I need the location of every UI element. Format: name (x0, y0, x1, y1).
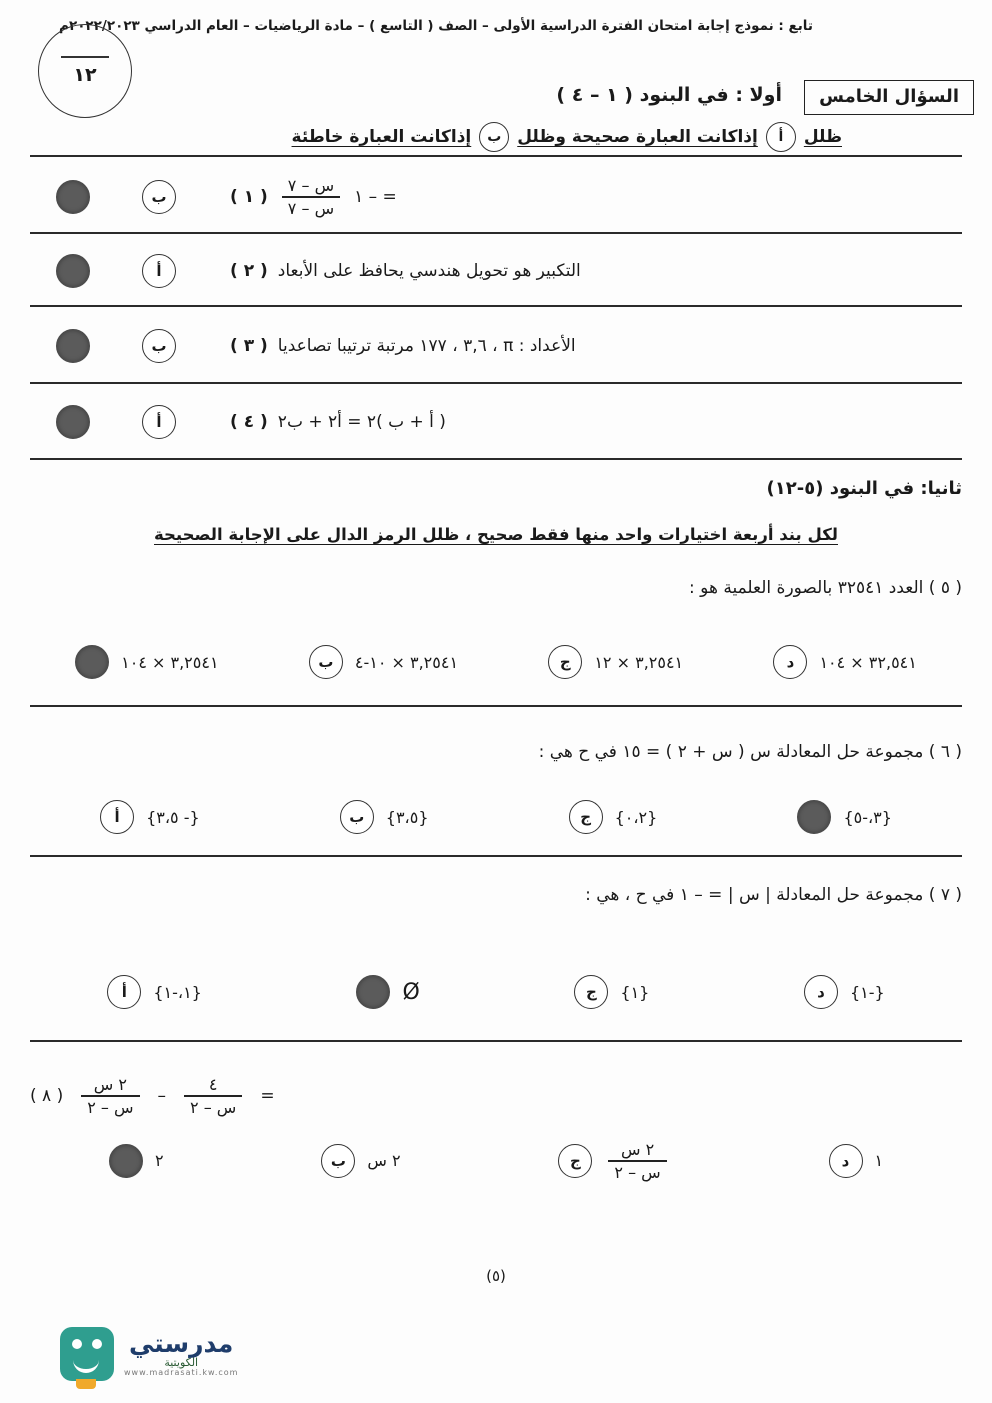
divider (30, 1040, 962, 1042)
mcq-option-7-a[interactable] (107, 975, 202, 1009)
mcq-text-6: مجموعة حل المعادلة س ( س + ٢ ) = ١٥ في ح هي : (538, 742, 924, 762)
fraction-1 (282, 176, 340, 218)
page-header-title: تابع : نموذج إجابة امتحان الفترة الدراسية الأولى – الصف ( التاسع ) – مادة الرياضيات – العام الدراسي ٢٠٢٢/٢٠٢٣م (59, 18, 813, 34)
section-two-instruction: لكل بند أربعة اختيارات واحد منها فقط صحيح ، ظلل الرمز الدال على الإجابة الصحيحة (154, 525, 838, 544)
mcq-stem-5 (30, 578, 962, 598)
mcq-bubble-5-a[interactable] (75, 645, 109, 679)
mcq-number-8: ( ٨ ) (30, 1085, 64, 1106)
divider (30, 232, 962, 234)
instruction-mid: إذاكانت العبارة صحيحة وظلل (517, 127, 758, 147)
mcq-option-text-7-c: {١} (620, 982, 650, 1002)
section-one-heading: أولا : في البنود ( ١ – ٤ ) (556, 84, 782, 106)
section-one-instruction (292, 122, 842, 152)
fraction-denominator: س – ٢ (87, 1097, 134, 1117)
mcq-bubble-8-b[interactable]: ب (321, 1144, 355, 1178)
fraction-8-right (184, 1075, 242, 1117)
tf-statement-2: التكبير هو تحويل هندسي يحافظ على الأبعاد (277, 261, 581, 281)
mcq-option-text-7-a: {١،-١} (153, 982, 202, 1002)
fraction-denominator: س – ٧ (287, 198, 335, 218)
logo-foot-shape (76, 1379, 96, 1389)
divider (30, 305, 962, 307)
tf-number-2: ( ٢ ) (230, 261, 268, 281)
mcq-number-7: ( ٧ ) (928, 885, 962, 905)
mcq-option-7-d[interactable] (804, 975, 885, 1009)
mcq-option-6-d[interactable] (797, 800, 892, 834)
fraction-numerator: ٤ (208, 1075, 218, 1094)
divider (30, 705, 962, 707)
fraction-denominator: س – ٢ (614, 1162, 661, 1182)
question-title-box: السؤال الخامس (804, 80, 974, 115)
page-number: (٥) (486, 1267, 506, 1285)
tf-other-bubble-2[interactable]: أ (142, 254, 176, 288)
mcq-option-text-8-d: ١ (874, 1151, 884, 1171)
mcq-bubble-6-b[interactable]: ب (340, 800, 374, 834)
mcq-text-7: مجموعة حل المعادلة | س | = – ١ في ح ، هي : (585, 885, 924, 905)
tf-text-3 (216, 336, 962, 356)
mcq-bubble-5-c[interactable]: ج (548, 645, 582, 679)
logo-url: www.madrasati.kw.com (124, 1368, 239, 1378)
tf-text-2 (216, 261, 962, 281)
tf-number-1: ( ١ ) (230, 187, 268, 207)
mcq-option-8-a[interactable] (109, 1144, 164, 1178)
divider (30, 382, 962, 384)
tf-statement-3: الأعداد : π ، ٣,٦ ، ١٧٧ مرتبة ترتيبا تصاعديا (277, 336, 576, 356)
mcq-option-5-a[interactable] (75, 645, 218, 679)
mcq-option-7-b[interactable] (356, 975, 419, 1009)
mcq-bubble-7-c[interactable]: ج (574, 975, 608, 1009)
fraction-denominator: س – ٢ (190, 1097, 237, 1117)
score-circle (38, 24, 132, 118)
mcq-options-8 (30, 1140, 962, 1182)
mcq-option-text-8-a: ٢ (154, 1151, 164, 1171)
tf-other-bubble-4[interactable]: أ (142, 405, 176, 439)
mcq-bubble-5-b[interactable]: ب (309, 645, 343, 679)
tf-item-3 (30, 313, 962, 379)
instruction-bubble-false: ب (479, 122, 509, 152)
mcq-option-5-b[interactable] (309, 645, 458, 679)
tf-item-4 (30, 390, 962, 454)
tf-statement-4: ( أ + ب )٢ = أ٢ + ب٢ (277, 412, 446, 432)
tf-other-bubble-3[interactable]: ب (142, 329, 176, 363)
mcq-bubble-7-a[interactable]: أ (107, 975, 141, 1009)
mcq-option-6-c[interactable] (569, 800, 658, 834)
tf-bubbles-1 (56, 180, 176, 214)
mcq-option-5-d[interactable] (773, 645, 916, 679)
mcq-option-8-c[interactable] (558, 1140, 670, 1182)
mcq-option-text-7-b: Ø (402, 979, 420, 1005)
mcq-bubble-6-d[interactable] (797, 800, 831, 834)
tf-text-4 (216, 412, 962, 432)
mcq-option-text-5-a: ٣,٢٥٤١ × ١٠٤ (121, 652, 219, 672)
divider (30, 855, 962, 857)
tf-answer-bubble-2[interactable] (56, 254, 90, 288)
mcq-option-7-c[interactable] (574, 975, 649, 1009)
tf-item-1 (30, 163, 962, 231)
mcq-option-text-5-b: ٣,٢٥٤١ × ١٠-٤ (354, 652, 459, 672)
mcq-option-text-7-d: {-١} (849, 982, 885, 1002)
mcq-options-7 (30, 975, 962, 1009)
equals-sign-8: = (260, 1085, 275, 1106)
mcq-stem-7 (30, 885, 962, 905)
tf-number-4: ( ٤ ) (230, 412, 268, 432)
fraction-numerator: ٢ س (93, 1075, 127, 1094)
mcq-number-5: ( ٥ ) (928, 578, 962, 598)
tf-answer-bubble-3[interactable] (56, 329, 90, 363)
mcq-text-5: العدد ٣٢٥٤١ بالصورة العلمية هو : (689, 578, 924, 598)
mcq-option-text-6-a: {- ٣،٥} (146, 807, 200, 827)
tf-answer-bubble-4[interactable] (56, 405, 90, 439)
mcq-option-text-5-c: ٣,٢٥٤١ × ١٢ (594, 652, 684, 672)
mcq-options-6 (30, 800, 962, 834)
tf-answer-bubble-1[interactable] (56, 180, 90, 214)
mcq-option-text-6-b: {٣،٥} (385, 807, 429, 827)
mcq-bubble-6-a[interactable]: أ (100, 800, 134, 834)
instruction-suffix: إذاكانت العبارة خاطئة (291, 127, 472, 147)
smiley-icon (60, 1327, 114, 1381)
fraction-option-8-c (608, 1140, 666, 1182)
mcq-bubble-7-d[interactable]: د (804, 975, 838, 1009)
mcq-options-5 (30, 645, 962, 679)
tf-bubbles-4 (56, 405, 176, 439)
tf-equals-1: = – ١ (354, 187, 397, 207)
fraction-8-left (81, 1075, 139, 1117)
mcq-bubble-8-c[interactable]: ج (558, 1144, 592, 1178)
fraction-numerator: س – ٧ (287, 176, 335, 196)
tf-bubbles-3 (56, 329, 176, 363)
tf-other-bubble-1[interactable]: ب (142, 180, 176, 214)
mcq-stem-8 (30, 1075, 962, 1117)
mcq-option-8-b[interactable] (321, 1144, 400, 1178)
divider (30, 155, 962, 157)
mcq-bubble-7-b[interactable] (356, 975, 390, 1009)
mcq-option-text-6-d: {٣،-٥} (843, 807, 892, 827)
tf-item-2 (30, 240, 962, 302)
instruction-bubble-true: أ (766, 122, 796, 152)
divider (30, 458, 962, 460)
mcq-option-text-5-d: ٣٢,٥٤١ × ١٠٤ (819, 652, 917, 672)
mcq-option-5-c[interactable] (548, 645, 683, 679)
fraction-numerator: ٢ س (620, 1140, 655, 1159)
logo-text (124, 1330, 238, 1378)
mcq-option-6-b[interactable] (340, 800, 429, 834)
score-denominator: ١٢ (73, 63, 97, 86)
mcq-option-text-6-c: {٠،٢} (614, 807, 658, 827)
logo-subtitle: الكويتية (164, 1356, 199, 1370)
score-divider (61, 56, 109, 58)
tf-bubbles-2 (56, 254, 176, 288)
mcq-number-6: ( ٦ ) (928, 742, 962, 762)
mcq-option-6-a[interactable] (100, 800, 200, 834)
minus-sign-8: – (157, 1085, 167, 1106)
mcq-stem-6 (30, 742, 962, 762)
tf-number-3: ( ٣ ) (230, 336, 268, 356)
mcq-bubble-8-a[interactable] (109, 1144, 143, 1178)
mcq-bubble-6-c[interactable]: ج (569, 800, 603, 834)
mcq-option-text-8-b: ٢ س (367, 1151, 401, 1171)
mcq-bubble-8-d[interactable]: د (829, 1144, 863, 1178)
mcq-bubble-5-d[interactable]: د (773, 645, 807, 679)
mcq-option-8-d[interactable] (829, 1144, 884, 1178)
tf-text-1 (216, 176, 962, 218)
section-two-heading: ثانيا: في البنود (٥-١٢) (766, 478, 962, 499)
logo-title: مدرستي (129, 1328, 234, 1358)
madrasati-logo (60, 1327, 238, 1381)
instruction-prefix: ظلل (803, 127, 842, 147)
